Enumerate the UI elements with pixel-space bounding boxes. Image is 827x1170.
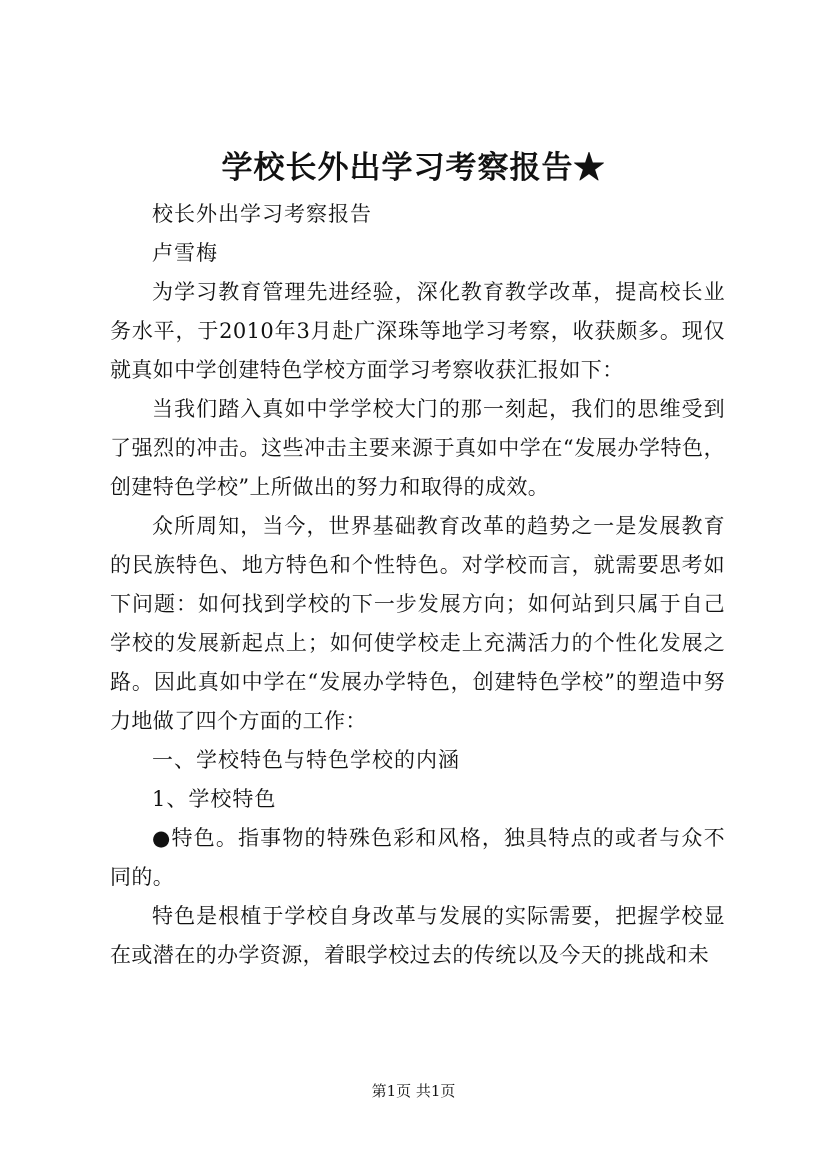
paragraph-background: 众所周知，当今，世界基础教育改革的趋势之一是发展教育的民族特色、地方特色和个性特色。对学校而言，就需要思考如下问题：如何找到学校的下一步发展方向；如何站到只属于自己学校的发展新起点上；如何使学校走上充满活力的个性化发展之路。因此真如中学在“发展办学特色，创建特色学校”的塑造中努力地做了四个方面的工作： [110,514,725,733]
paragraph-impression: 当我们踏入真如中学学校大门的那一刻起，我们的思维受到了强烈的冲击。这些冲击主要来源于真如中学在“发展办学特色，创建特色学校”上所做出的努力和取得的成效。 [110,397,725,499]
paragraph-intro: 为学习教育管理先进经验，深化教育教学改革，提高校长业务水平，于2010年3月赴广深珠等地学习考察，收获颇多。现仅就真如中学创建特色学校方面学习考察收获汇报如下： [110,280,725,382]
subsection-heading: 1、学校特色 [152,787,277,811]
document-body [110,195,725,975]
document-title: 学校长外出学习考察报告★ [221,150,606,186]
page-footer: 第1页 共1页 [371,1082,456,1100]
bullet-item [110,819,725,897]
document-author: 卢雪梅 [152,241,218,265]
bullet-text: 特色。指事物的特殊色彩和风格，独具特点的或者与众不同的。 [110,826,725,889]
section-heading: 一、学校特色与特色学校的内涵 [152,748,460,772]
bullet-dot-icon: ● [152,826,172,850]
document-subtitle: 校长外出学习考察报告 [152,202,372,226]
paragraph-definition: 特色是根植于学校自身改革与发展的实际需要，把握学校显在或潜在的办学资源，着眼学校过去的传统以及今天的挑战和未 [110,904,725,967]
